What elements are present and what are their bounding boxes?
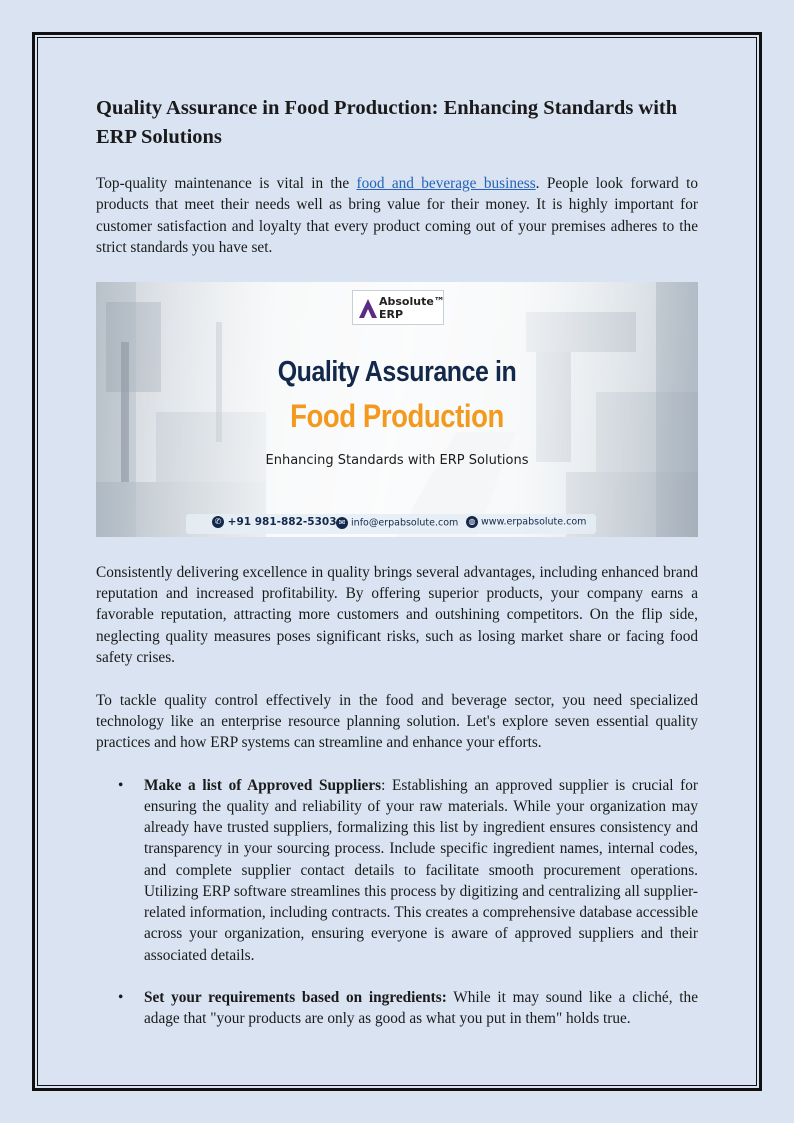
practices-list <box>96 775 698 1029</box>
contact-phone <box>212 516 337 528</box>
list-item <box>96 775 698 966</box>
paragraph-technology: To tackle quality control effectively in the food and beverage sector, you need specialized technology like an enterprise resource planning solution. Let's explore seven essential quality practices and how ERP systems can streamline and enhance your efforts. <box>96 691 698 752</box>
logo-sub: ERP <box>379 307 404 321</box>
banner-heading-line1: Quality Assurance in <box>277 355 517 388</box>
email-icon: ✉ <box>336 517 348 529</box>
bullet-marker: • <box>118 988 124 1006</box>
banner-subheading: Enhancing Standards with ERP Solutions <box>265 452 529 468</box>
logo-name: Absolute™ <box>379 294 445 308</box>
list-item-heading: Make a list of Approved Suppliers <box>144 776 382 794</box>
list-item-text: : Establishing an approved supplier is crucial for ensuring the quality and reliability of your raw materials. While your organization may already have trusted suppliers, formalizing this list by ingredient ensures consistency and transparency in your sourcing process. Include specific ingredient names, internal codes, and complete supplier contact details to facilitate smooth procurement operations. Utilizing ERP software streamlines this process by digitizing and centralizing all supplier-related information, including contracts. This creates a comprehensive database accessible across your organization, ensuring everyone is aware of approved suppliers and their associated details. <box>144 776 699 964</box>
banner-heading-line2: Food Production <box>290 397 504 434</box>
email-text: info@erpabsolute.com <box>351 517 459 529</box>
bullet-marker: • <box>118 776 124 794</box>
page-title: Quality Assurance in Food Production: Enhancing Standards with ERP Solutions <box>96 97 678 148</box>
absolute-erp-logo <box>352 290 444 325</box>
phone-icon: ✆ <box>212 516 224 528</box>
intro-text-start: Top-quality maintenance is vital in the <box>96 175 357 192</box>
food-beverage-link[interactable]: food and beverage business <box>356 175 536 192</box>
logo-mark-icon <box>358 297 378 319</box>
website-text: www.erpabsolute.com <box>481 516 587 528</box>
contact-email <box>336 517 458 529</box>
intro-paragraph <box>96 173 698 259</box>
intro-text-end: . People look forward to products that meet their needs well as bring value for their money. It is highly important for customer satisfaction and loyalty that every product coming out of your premises adheres to the strict standards you have set. <box>96 175 699 257</box>
phone-text: +91 981-882-5303 <box>227 515 337 528</box>
list-item-heading: Set your requirements based on ingredients: <box>144 988 447 1006</box>
list-item <box>96 987 698 1029</box>
document-body <box>96 94 698 1029</box>
paragraph-benefits: Consistently delivering excellence in quality brings several advantages, including enhanced brand reputation and increased profitability. By offering superior products, your company earns a favorable reputation, attracting more customers and outshining competitors. On the flip side, neglecting quality measures poses significant risks, such as losing market share or facing food safety crises. <box>96 563 698 667</box>
globe-icon: ◍ <box>466 516 478 528</box>
list-item-text: While it may sound like a cliché, the adage that "your products are only as good as what you put in them" holds true. <box>144 988 698 1027</box>
banner-image <box>96 282 698 537</box>
contact-website <box>466 516 586 528</box>
